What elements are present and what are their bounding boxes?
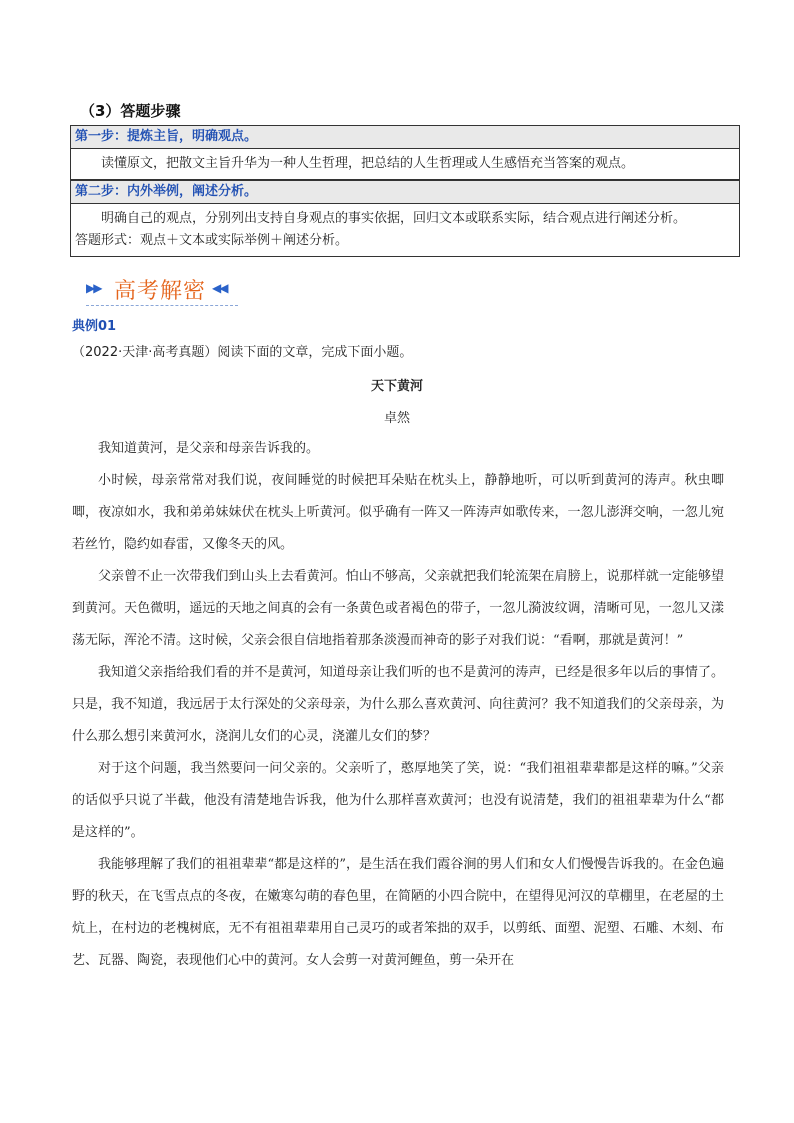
article-paragraph: 小时候，母亲常常对我们说，夜间睡觉的时候把耳朵贴在枕头上，静静地听，可以听到黄河的涛声。秋虫唧唧，夜凉如水，我和弟弟妹妹伏在枕头上听黄河。似乎确有一阵又一阵涛声如歌传来，一忽儿澎湃交响，一忽儿宛若丝竹，隐约如春雷，又像冬天的风。 <box>72 473 724 552</box>
step-2-text: 明确自己的观点，分别列出支持自身观点的事实依据，回归文本或联系实际，结合观点进行阐述分析。 <box>101 211 687 226</box>
step-1-heading: 第一步：提炼主旨，明确观点。 <box>71 126 739 149</box>
step-2-body <box>71 204 739 256</box>
arrow-right-icon: ▶▶ <box>86 281 101 295</box>
example-label: 典例01 <box>72 319 117 334</box>
answer-steps-table <box>70 125 740 257</box>
article-author: 卓然 <box>383 411 410 426</box>
arrow-left-icon: ◀◀ <box>212 281 227 295</box>
step-1-body <box>71 149 739 180</box>
example-intro: （2022·天津·高考真题）阅读下面的文章，完成下面小题。 <box>72 345 413 360</box>
step-2-format: 答题形式：观点＋文本或实际举例＋阐述分析。 <box>75 233 349 248</box>
section-heading: （3）答题步骤 <box>80 102 181 120</box>
banner-title: 高考解密 <box>114 279 207 304</box>
article-paragraph: 对于这个问题，我当然要问一问父亲的。父亲听了，憨厚地笑了笑，说：“我们祖祖辈辈都是这样的嘛。”父亲的话似乎只说了半截，他没有清楚地告诉我，他为什么那样喜欢黄河；也没有说清楚，我们的祖祖辈辈为什么“都是这样的”。 <box>72 761 724 840</box>
section-banner <box>86 272 238 308</box>
step-2-heading: 第二步：内外举例，阐述分析。 <box>71 180 739 204</box>
article-title: 天下黄河 <box>370 379 423 394</box>
banner-underline <box>86 305 238 306</box>
article-body <box>72 433 724 977</box>
step-1-text: 读懂原文，把散文主旨升华为一种人生哲理，把总结的人生哲理或人生感悟充当答案的观点。 <box>101 156 635 171</box>
article-paragraph: 父亲曾不止一次带我们到山头上去看黄河。怕山不够高，父亲就把我们轮流架在肩膀上，说那样就一定能够望到黄河。天色微明，遥远的天地之间真的会有一条黄色或者褐色的带子，一忽儿漪波纹调，清晰可见，一忽儿又漾荡无际，浑沦不清。这时候，父亲会很自信地指着那条淡漫而神奇的影子对我们说：“看啊，那就是黄河！” <box>72 569 724 648</box>
article-paragraph: 我能够理解了我们的祖祖辈辈“都是这样的”，是生活在我们霞谷涧的男人们和女人们慢慢告诉我的。在金色遍野的秋天，在飞雪点点的冬夜，在嫩寒勾萌的春色里，在简陋的小四合院中，在望得见河汉的草棚里，在老屋的土炕上，在村边的老槐树底，无不有祖祖辈辈用自己灵巧的或者笨拙的双手，以剪纸、面塑、泥塑、石雕、木刻、布艺、瓦器、陶瓷，表现他们心中的黄河。女人会剪一对黄河鲤鱼，剪一朵开在 <box>72 857 724 968</box>
article-paragraph: 我知道黄河，是父亲和母亲告诉我的。 <box>98 441 320 456</box>
article-paragraph: 我知道父亲指给我们看的并不是黄河，知道母亲让我们听的也不是黄河的涛声，已经是很多年以后的事情了。只是，我不知道，我远居于太行深处的父亲母亲，为什么那么喜欢黄河、向往黄河？我不知道我们的父亲母亲，为什么那么想引来黄河水，浇润儿女们的心灵，浇灌儿女们的梦？ <box>72 665 724 744</box>
